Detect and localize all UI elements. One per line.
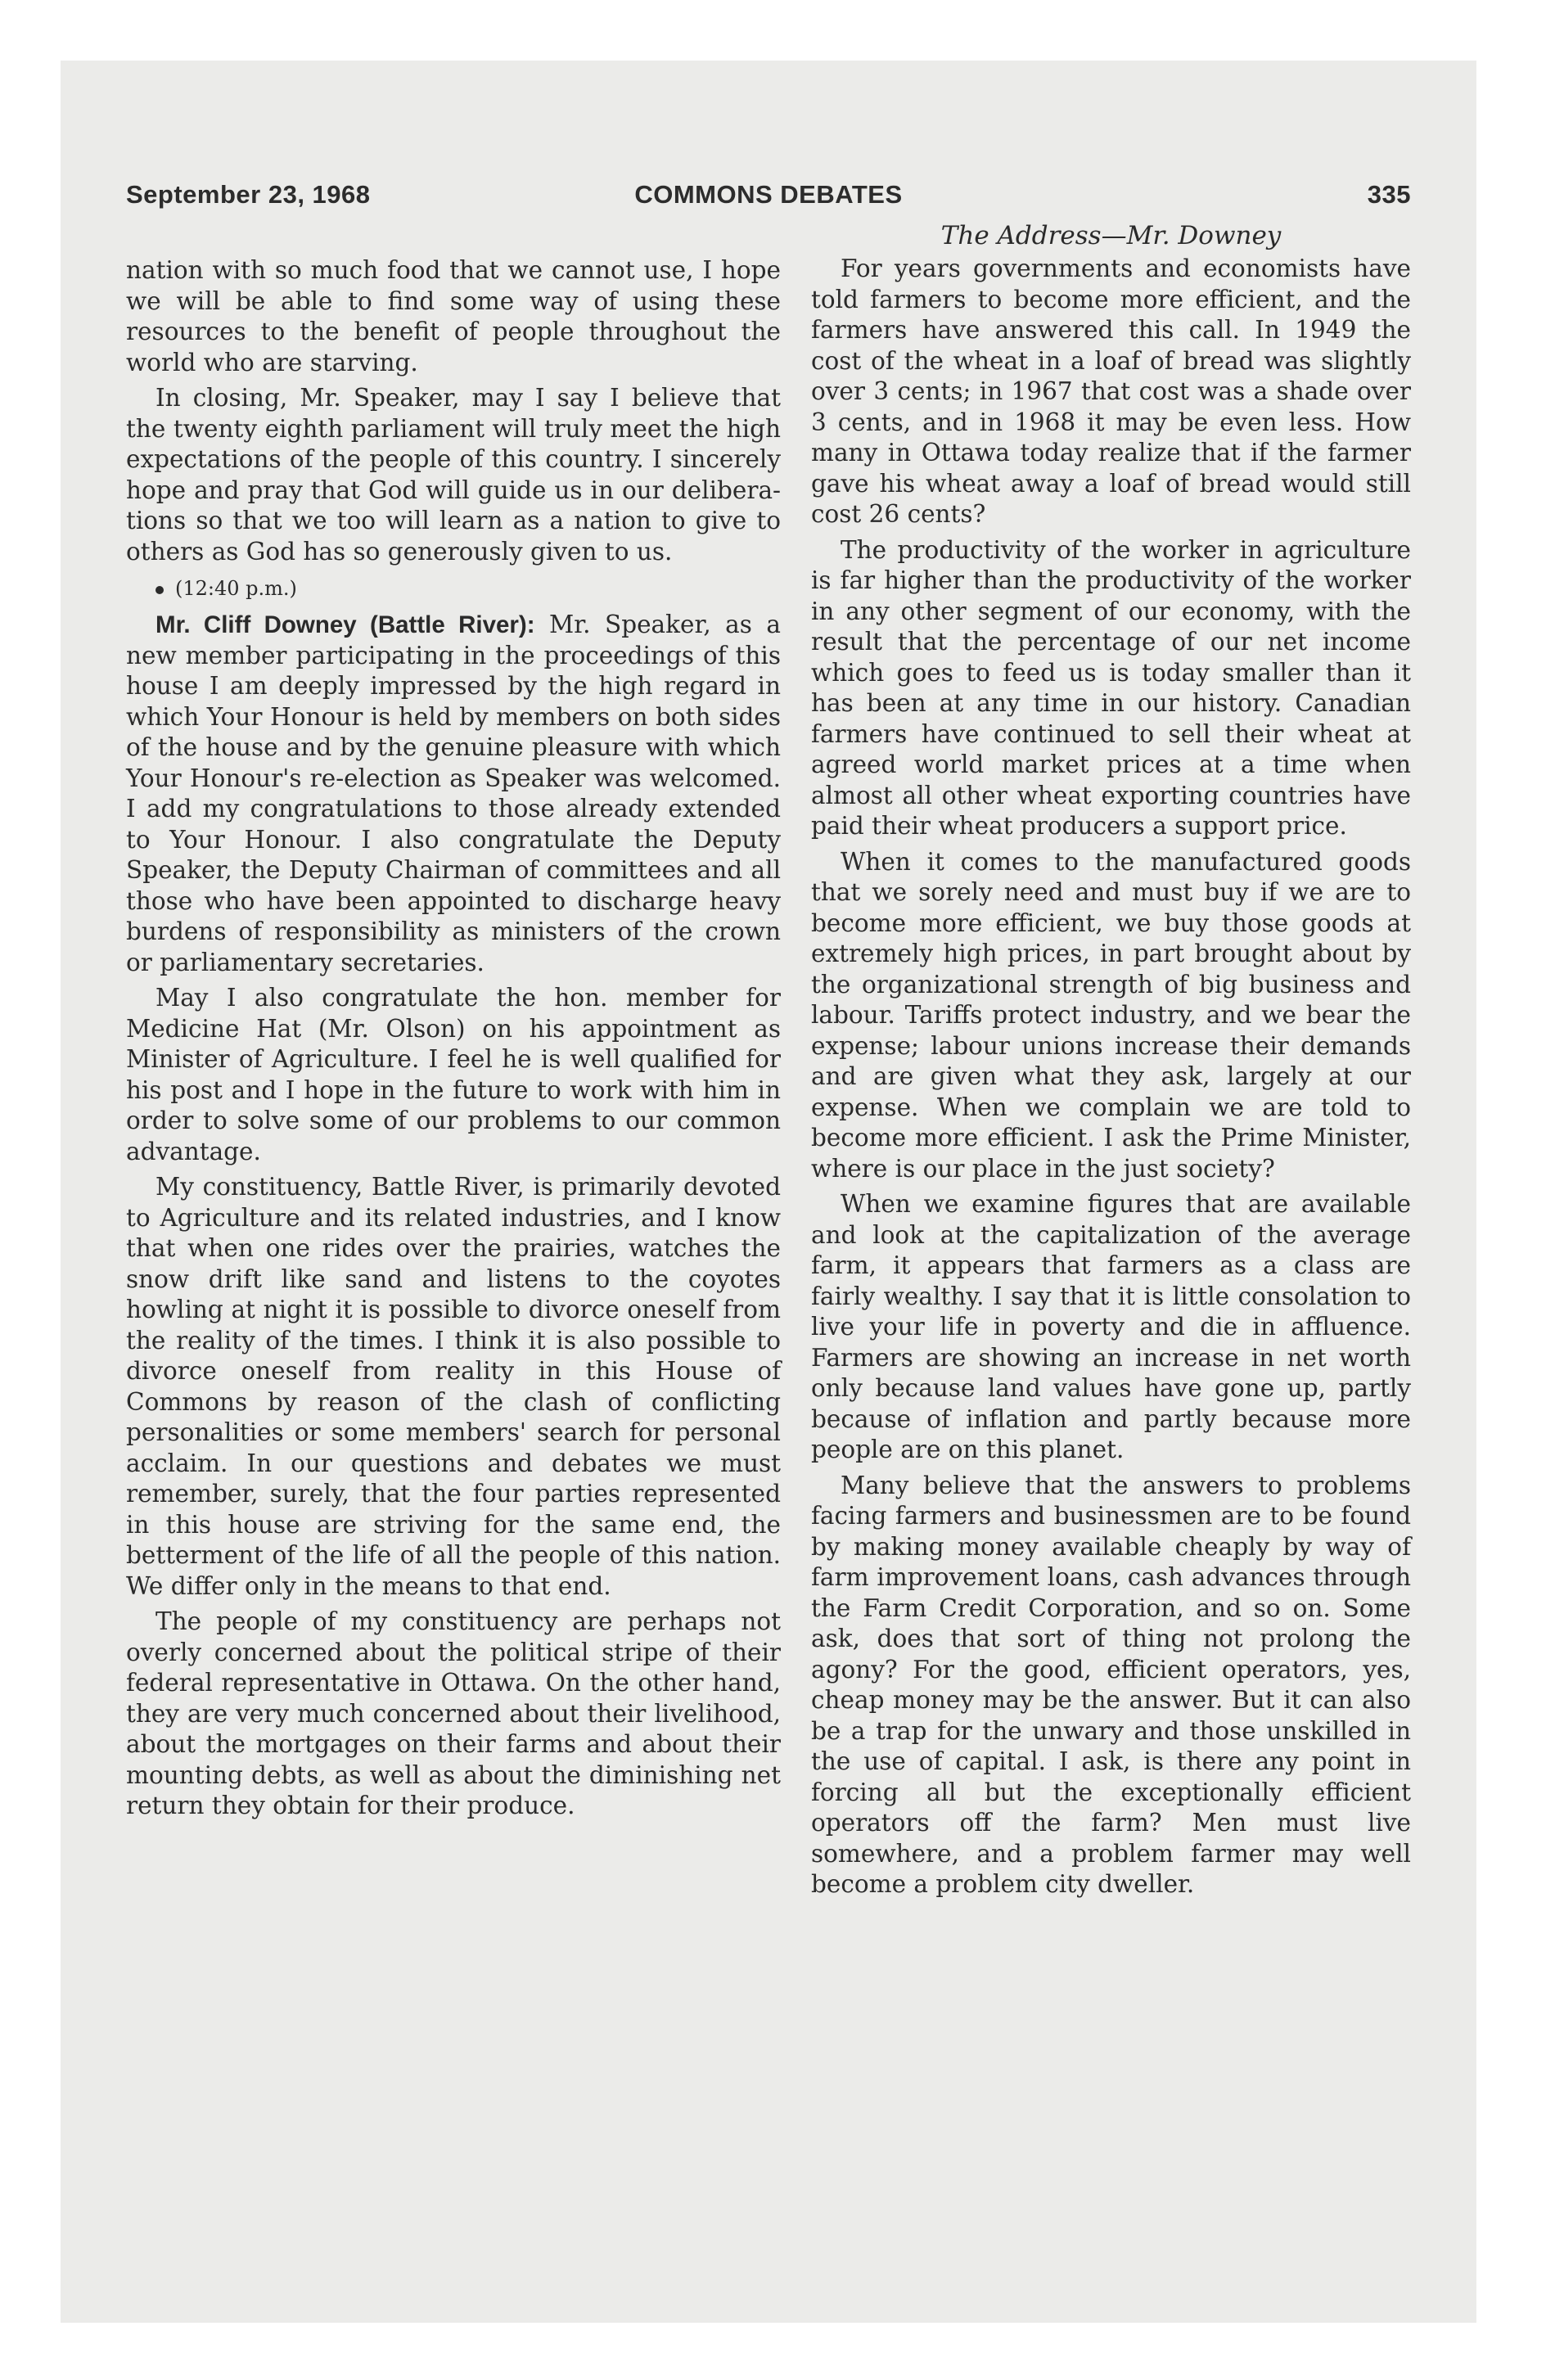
paragraph: My constituency, Battle River, is primarily devoted to Agriculture and its related industries, and I know that when one rides over the prairies, watches the snow drift like sand and listens to the coyotes howling at night it is possible to divorce oneself from the reality of the times. I think it is also possible to divorce oneself from reality in this House of Commons by reason of the clash of conflicting personalities or some members' search for personal acclaim. In our questions and debates we must remember, surely, that the four parties represented in this house are striving for the same end, the betterment of the life of all the people of this nation. We differ only in the means to that end.: [126, 1173, 781, 1600]
timestamp-line: [126, 572, 781, 605]
header-date: September 23, 1968: [126, 180, 371, 209]
bullet-icon: [156, 586, 164, 594]
paragraph: When it comes to the manufactured goods that we sorely need and must buy if we are to become more efficient, we buy those goods at extremely high prices, in part brought about by the organizational strength of big business and labour. Tariffs protect industry, and we bear the expense; labour unions increase their demands and are given what they ask, largely at our expense. When we complain we are told to become more efficient. I ask the Prime Minister, where is our place in the just society?: [811, 847, 1411, 1183]
timestamp: (12:40 p.m.): [175, 577, 297, 600]
paragraph: [126, 610, 781, 978]
paragraph: When we examine figures that are available and look at the capitalization of the average farm, it appears that farmers as a class are fairly wealthy. I say that it is little consolation to live your life in poverty and die in affluence. Farmers are showing an increase in net worth only because land values have gone up, partly because of inflation and partly because more people are on this planet.: [811, 1190, 1411, 1463]
scanned-page: [61, 61, 1476, 2323]
page-header: [126, 180, 1411, 219]
speaker-name: Mr. Cliff Downey (Battle River):: [156, 611, 535, 638]
paragraph: May I also congratulate the hon. member for Medicine Hat (Mr. Olson) on his appointment as Minister of Agriculture. I feel he is well qualified for his post and I hope in the future to work with him in order to solve some of our problems to our common advantage.: [126, 984, 781, 1165]
paragraph: In closing, Mr. Speaker, may I say I believe that the twenty eighth parliament will truly meet the high expectations of the people of this country. I sincerely hope and pray that God will guide us in our deliberations so that we too will learn as a nation to give to others as God has so generously given to us.: [126, 384, 781, 566]
right-column: [811, 219, 1411, 1905]
header-journal-title: COMMONS DEBATES: [634, 180, 903, 209]
left-column: [126, 255, 781, 1827]
running-head: The Address—Mr. Downey: [940, 221, 1282, 250]
speech-text: Mr. Speaker, as a new member participating in the proceedings of this house I am deeply impressed by the high regard in which Your Honour is held by members on both sides of the house and by the genuine pleasure with which Your Honour's re-election as Speaker was welcomed. I add my congratulations to those already extended to Your Honour. I also congratulate the Deputy Speaker, the Deputy Chairman of committees and all those who have been appointed to discharge heavy burdens of responsibility as ministers of the crown or parliamentary secretaries.: [126, 611, 781, 976]
header-page-number: 335: [1367, 180, 1411, 209]
paragraph: nation with so much food that we cannot use, I hope we will be able to find some way of using these resources to the benefit of people throughout the world who are starving.: [126, 256, 781, 376]
paragraph: Many believe that the answers to problems facing farmers and businessmen are to be found by making money available cheaply by way of farm improvement loans, cash advances through the Farm Credit Corporation, and so on. Some ask, does that sort of thing not prolong the agony? For the good, efficient operators, yes, cheap money may be the answer. But it can also be a trap for the unwary and those unskilled in the use of capital. I ask, is there any point in forcing all but the exceptionally efficient operators off the farm? Men must live somewhere, and a problem farmer may well become a problem city dweller.: [811, 1471, 1411, 1898]
paragraph: The productivity of the worker in agriculture is far higher than the productivity of the worker in any other segment of our economy, with the result that the percentage of our net income which goes to feed us is today smaller than it has been at any time in our history. Canadian farmers have continued to sell their wheat at agreed world market prices at a time when almost all other wheat exporting countries have paid their wheat producers a support price.: [811, 535, 1411, 840]
paragraph: The people of my constituency are perhaps not overly concerned about the political stripe of their federal representative in Ottawa. On the other hand, they are very much concerned about their livelihood, about the mortgages on their farms and about their mounting debts, as well as about the diminishing net return they obtain for their produce.: [126, 1607, 781, 1819]
paragraph: For years governments and economists have told farmers to become more efficient, and the farmers have answered this call. In 1949 the cost of the wheat in a loaf of bread was slightly over 3 cents; in 1967 that cost was a shade over 3 cents, and in 1968 it may be even less. How many in Ottawa today realize that if the farmer gave his wheat away a loaf of bread would still cost 26 cents?: [811, 255, 1411, 528]
